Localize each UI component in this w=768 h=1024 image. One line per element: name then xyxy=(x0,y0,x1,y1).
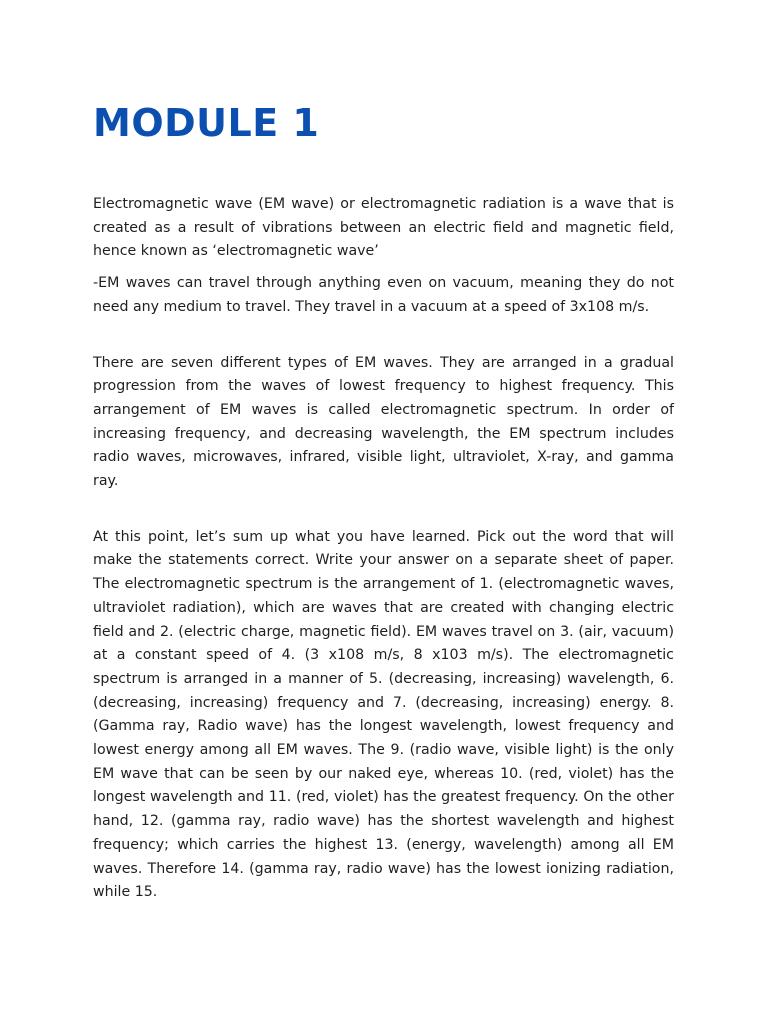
paragraph-em-wave-travel: -EM waves can travel through anything even on vacuum, meaning they do not need any medium to travel. They travel in a vacuum at a speed of 3x108 m/s. xyxy=(93,275,674,315)
paragraph-em-spectrum: There are seven different types of EM waves. They are arranged in a gradual progression from the waves of lowest frequency to highest frequency. This arrangement of EM waves is called electromagnetic spectrum. In order of increasing frequency, and decreasing wavelength, the EM spectrum includes radio waves, microwaves, infrared, visible light, ultraviolet, X-ray, and gamma ray. xyxy=(93,354,674,490)
paragraph-summary-exercise: At this point, let’s sum up what you have learned. Pick out the word that will make the statements correct. Write your answer on a separate sheet of paper. The electromagnetic spectrum is the arrangement of 1. (electromagnetic waves, ultraviolet radiation), which are waves that are created with changing electric field and 2. (electric charge, magnetic field). EM waves travel on 3. (air, vacuum) at a constant speed of 4. (3 x108 m/s, 8 x103 m/s). The electromagnetic spectrum is arranged in a manner of 5. (decreasing, increasing) wavelength, 6. (decreasing, increasing) frequency and 7. (decreasing, increasing) energy. 8. (Gamma ray, Radio wave) has the longest wavelength, lowest frequency and lowest energy among all EM waves. The 9. (radio wave, visible light) is the only EM wave that can be seen by our naked eye, whereas 10. (red, violet) has the longest wavelength and 11. (red, violet) has the greatest frequency. On the other hand, 12. (gamma ray, radio wave) has the shortest wavelength and highest frequency; which carries the highest 13. (energy, wavelength) among all EM waves. Therefore 14. (gamma ray, radio wave) has the lowest ionizing radiation, while 15. xyxy=(93,528,674,901)
module-title: MODULE 1 xyxy=(93,101,320,145)
paragraph-em-wave-definition: Electromagnetic wave (EM wave) or electromagnetic radiation is a wave that is created as a result of vibrations between an electric field and magnetic field, hence known as ‘electromagnetic wave’ xyxy=(93,196,674,260)
document-page xyxy=(93,95,674,905)
